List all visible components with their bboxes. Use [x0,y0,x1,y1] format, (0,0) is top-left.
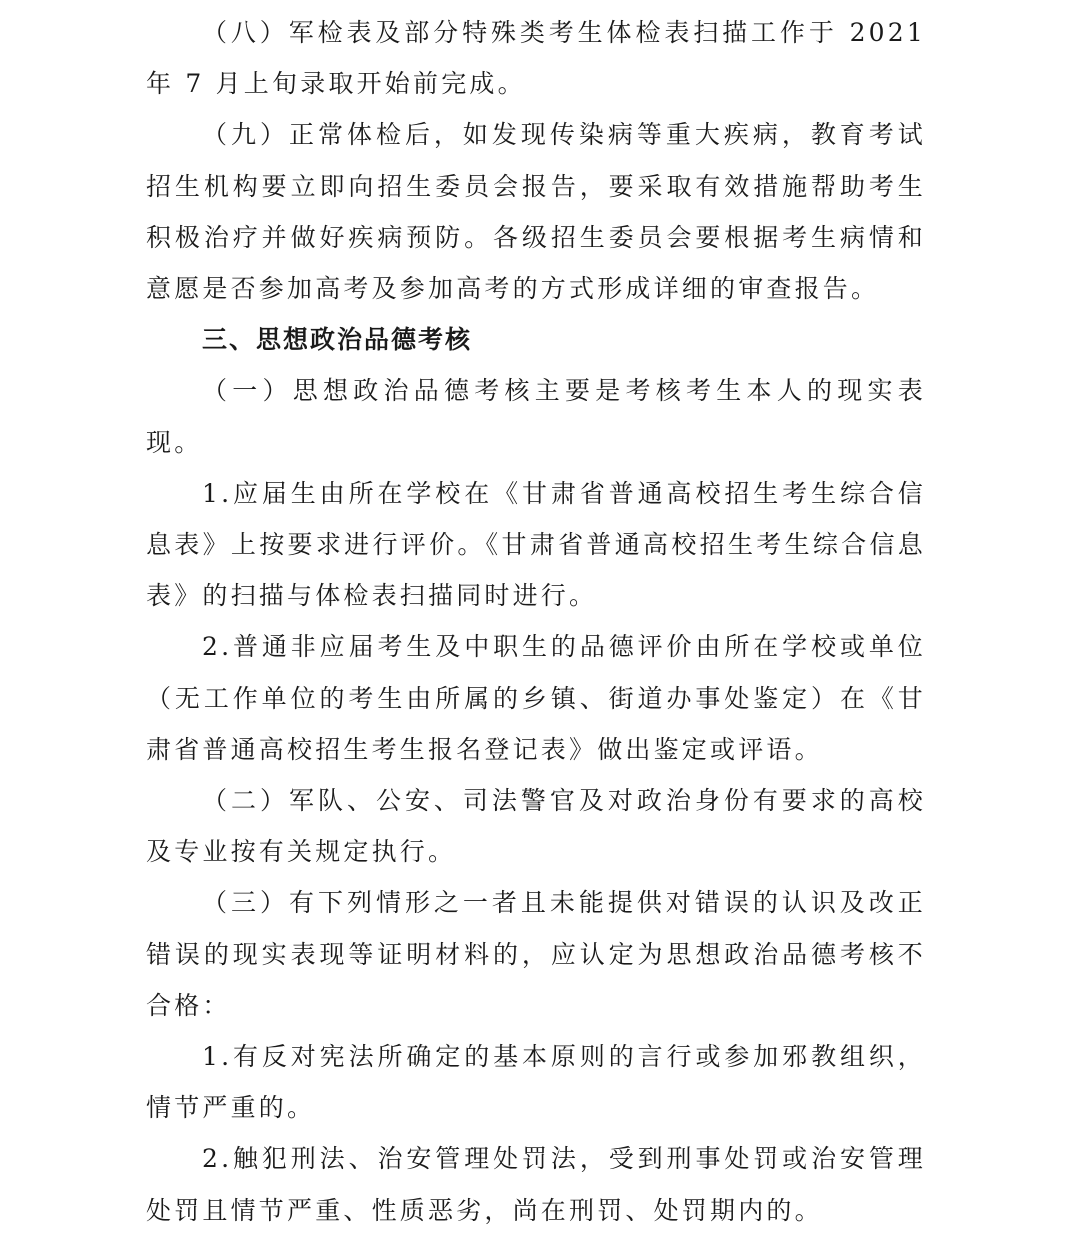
paragraph-moral-3: （三）有下列情形之一者且未能提供对错误的认识及改正错误的现实表现等证明材料的，应认定为思想政治品德考核不合格： [146,888,926,1020]
paragraph-moral-2: （二）军队、公安、司法警官及对政治身份有要求的高校及专业按有关规定执行。 [146,786,926,867]
paragraph-9-disease-report: （九）正常体检后，如发现传染病等重大疾病，教育考试招生机构要立即向招生委员会报告，要采取有效措施帮助考生积极治疗并做好疾病预防。各级招生委员会要根据考生病情和意愿是否参加高考及参加高考的方式形成详细的审查报告。 [146,120,926,304]
paragraph-8-scan-deadline: （八）军检表及部分特殊类考生体检表扫描工作于 2021 年 7 月上旬录取开始前完成。 [146,18,926,99]
paragraph-moral-1: （一）思想政治品德考核主要是考核考生本人的现实表现。 [146,376,926,457]
document-page [146,7,926,1236]
paragraph-moral-1-item-1: 1.应届生由所在学校在《甘肃省普通高校招生考生综合信息表》上按要求进行评价。《甘肃省普通高校招生考生综合信息表》的扫描与体检表扫描同时进行。 [146,478,926,611]
section-heading-moral-assessment: 三、思想政治品德考核 [202,325,473,355]
paragraph-moral-3-item-2: 2.触犯刑法、治安管理处罚法，受到刑事处罚或治安管理处罚且情节严重、性质恶劣，尚在刑罚、处罚期内的。 [146,1144,926,1225]
paragraph-moral-1-item-2: 2.普通非应届考生及中职生的品德评价由所在学校或单位（无工作单位的考生由所属的乡镇、街道办事处鉴定）在《甘肃省普通高校招生考生报名登记表》做出鉴定或评语。 [146,632,926,764]
paragraph-moral-3-item-1: 1.有反对宪法所确定的基本原则的言行或参加邪教组织，情节严重的。 [146,1042,926,1123]
